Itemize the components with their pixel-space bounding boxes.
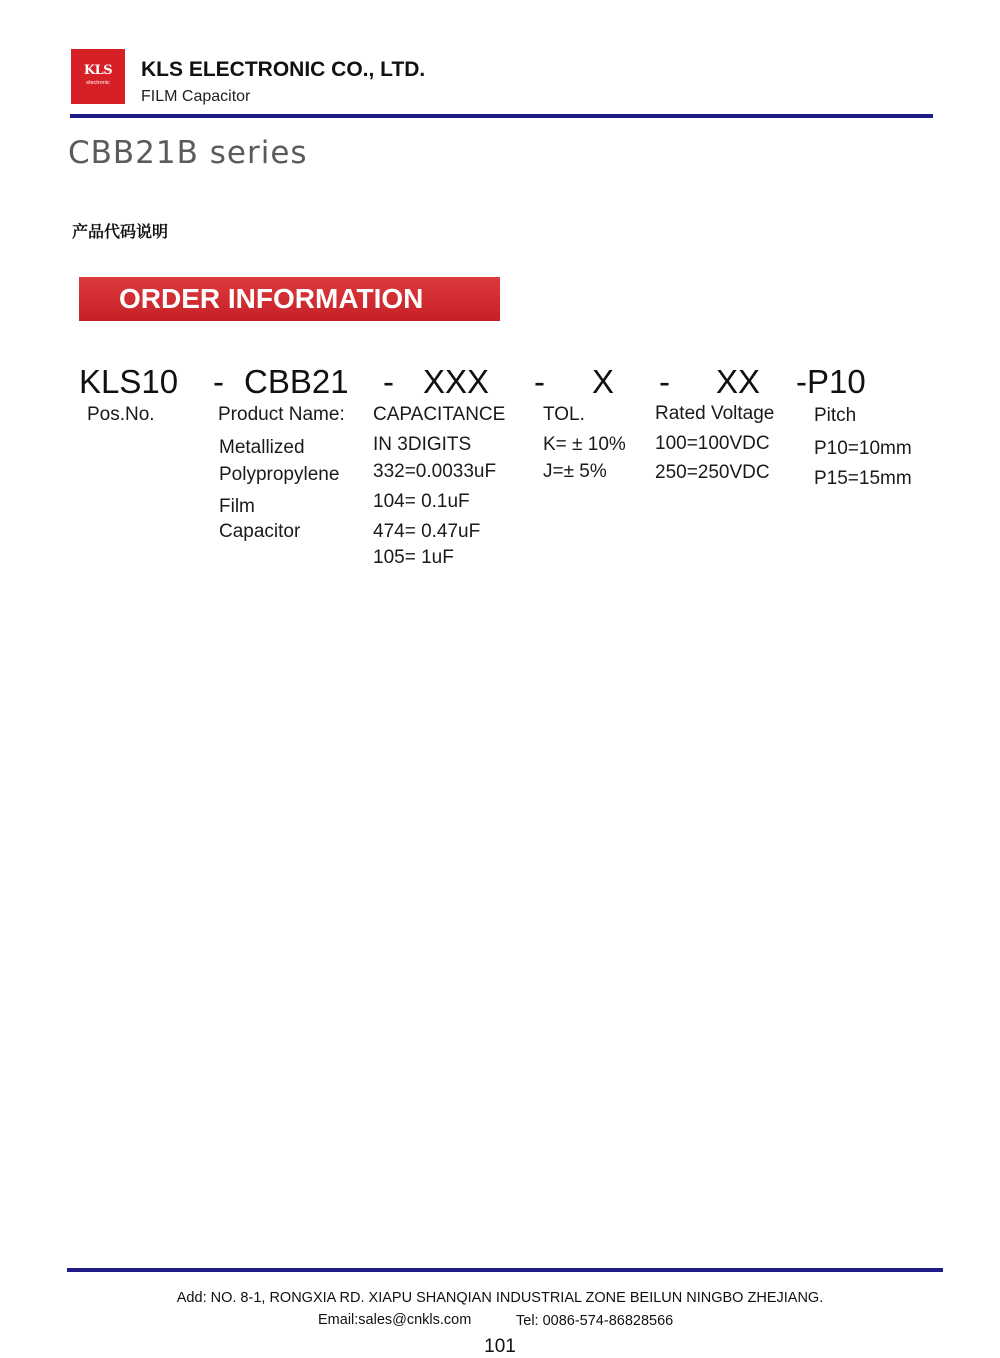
footer-address: Add: NO. 8-1, RONGXIA RD. XIAPU SHANQIAN INDUSTRIAL ZONE BEILUN NINGBO ZHEJIANG.	[176, 1290, 824, 1306]
rated-voltage-line: 250=250VDC	[655, 462, 770, 483]
logo-subtext: electronic	[86, 80, 110, 86]
logo-text: KLS	[83, 63, 113, 78]
pitch-line: P15=15mm	[814, 468, 912, 489]
capacitance-line: 332=0.0033uF	[373, 461, 497, 482]
tolerance-line: K= ± 10%	[543, 434, 626, 455]
rated-voltage-label: Rated Voltage	[655, 403, 775, 424]
tolerance-line: J=± 5%	[543, 461, 607, 482]
product-name-line: Capacitor	[219, 521, 301, 542]
product-name-line: Metallized	[219, 437, 305, 458]
pos-no-label: Pos.No.	[87, 404, 155, 425]
footer-email: Email:sales@cnkls.com	[318, 1312, 472, 1328]
code-part-voltage: XX	[716, 363, 761, 400]
footer-telephone: Tel: 0086-574-86828566	[516, 1313, 674, 1329]
code-part-pitch: -P10	[796, 363, 866, 400]
rated-voltage-line: 100=100VDC	[655, 433, 770, 454]
pitch-line: P10=10mm	[814, 438, 912, 459]
tolerance-label: TOL.	[543, 404, 585, 425]
capacitance-label: CAPACITANCE	[373, 404, 506, 425]
company-name: KLS ELECTRONIC CO., LTD.	[141, 58, 426, 81]
product-name-line: Polypropylene	[219, 464, 340, 485]
capacitance-line: 105= 1uF	[373, 547, 454, 568]
capacitance-line: 474= 0.47uF	[373, 521, 481, 542]
page-number: 101	[484, 1336, 516, 1357]
product-name-label: Product Name:	[218, 404, 345, 425]
company-logo	[71, 49, 125, 104]
document-subtitle: FILM Capacitor	[141, 88, 251, 105]
series-title: CBB21B series	[68, 135, 308, 171]
header-divider	[70, 114, 933, 118]
pitch-label: Pitch	[814, 405, 857, 426]
section-heading-cn: 产品代码说明	[72, 224, 169, 241]
product-name-line: Film	[219, 496, 255, 517]
banner-label: ORDER INFORMATION	[119, 283, 424, 314]
code-part-product: CBB21	[244, 363, 349, 400]
code-separator: -	[213, 363, 224, 400]
capacitance-line: 104= 0.1uF	[373, 491, 470, 512]
code-separator: -	[534, 363, 545, 400]
code-part-capacitance: XXX	[423, 363, 490, 400]
code-separator: -	[659, 363, 670, 400]
order-information-banner	[79, 277, 500, 321]
code-separator: -	[383, 363, 394, 400]
footer-divider	[67, 1268, 943, 1272]
capacitance-line: IN 3DIGITS	[373, 434, 472, 455]
code-part-tolerance: X	[592, 363, 615, 400]
code-part-series: KLS10	[79, 363, 179, 400]
